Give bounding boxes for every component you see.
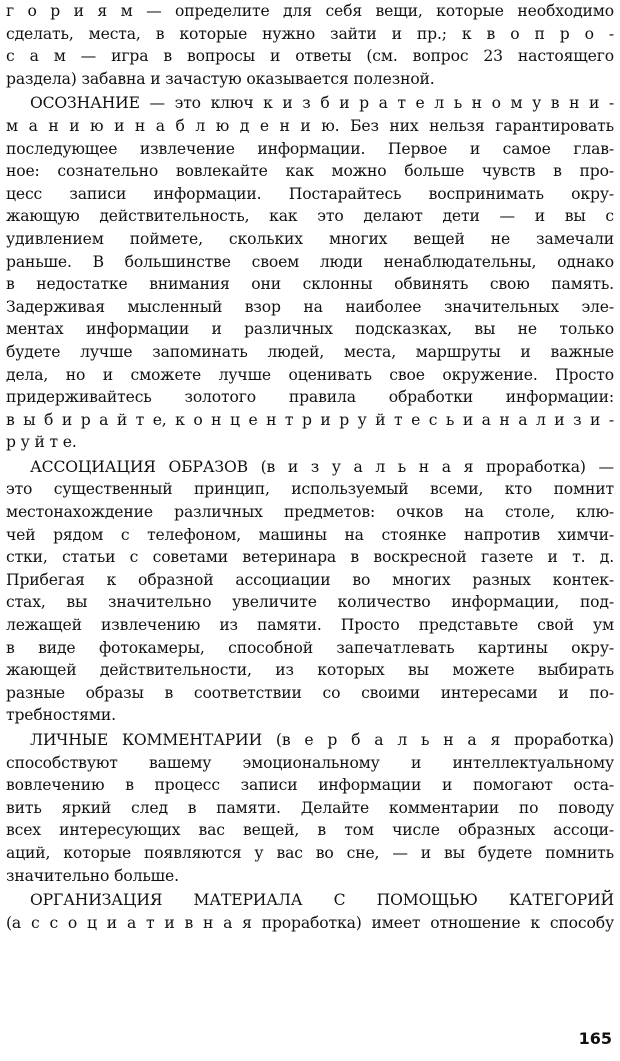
text-line: жающей действительности, из которых вы можете выбирать bbox=[6, 661, 614, 680]
text-line: г о р и я м — определите для себя вещи, которые необходимо bbox=[6, 2, 614, 20]
text-line: аций, которые появляются у вас во сне, — и вы будете помнить bbox=[6, 843, 614, 862]
text-line: в виде фотокамеры, способной запечатлевать картины окру- bbox=[6, 638, 614, 657]
text-line: всех интересующих вас вещей, в том числе образных ассоци- bbox=[6, 821, 614, 840]
text-line: стах, вы значительно увеличите количество информации, под- bbox=[6, 593, 614, 612]
paragraph bbox=[6, 729, 614, 887]
paragraph bbox=[6, 456, 614, 727]
text-line: значительно больше. bbox=[6, 866, 179, 885]
text-line: жающую действительность, как это делают дети — и вы с bbox=[6, 207, 614, 226]
page-number: 165 bbox=[578, 1029, 612, 1048]
text-line: ЛИЧНЫЕ КОММЕНТАРИИ (в е р б а л ь н а я проработка) bbox=[30, 731, 614, 749]
text-line: раздела) забавна и зачастую оказывается полезной. bbox=[6, 69, 435, 88]
text-line: местонахождение различных предметов: очков на столе, клю- bbox=[6, 503, 614, 522]
text-line: ОСОЗНАНИЕ — это ключ к и з б и р а т е л ь н о м у в н и - bbox=[30, 94, 614, 113]
text-line: сделать, места, в которые нужно зайти и пр.; к в о п р о - bbox=[6, 24, 614, 43]
text-line: Задерживая мысленный взор на наиболее значительных эле- bbox=[6, 297, 614, 316]
text-line: дела, но и сможете лучше оценивать свое окружение. Просто bbox=[6, 365, 614, 384]
text-line: р у й т е. bbox=[6, 433, 77, 452]
page-body-text bbox=[6, 0, 614, 934]
text-line: способствуют вашему эмоциональному и интеллектуальному bbox=[6, 753, 614, 772]
paragraph bbox=[6, 889, 614, 934]
text-line: разные образы в соответствии со своими интересами и по- bbox=[6, 683, 614, 702]
text-line: чей рядом с телефоном, машины на стоянке напротив химчи- bbox=[6, 525, 614, 544]
text-line: м а н и ю и н а б л ю д е н и ю. Без них нельзя гарантировать bbox=[6, 116, 614, 135]
paragraph bbox=[6, 92, 614, 454]
text-line: это существенный принцип, используемый всеми, кто помнит bbox=[6, 480, 614, 499]
text-line: удивлением поймете, скольких многих вещей не замечали bbox=[6, 229, 614, 248]
text-line: раньше. В большинстве своем люди ненаблюдательны, однако bbox=[6, 252, 614, 271]
text-line: лежащей извлечению из памяти. Просто представьте свой ум bbox=[6, 616, 614, 635]
text-line: вовлечению в процесс записи информации и помогают оста- bbox=[6, 776, 614, 795]
text-line: (а с с о ц и а т и в н а я проработка) имеет отношение к способу bbox=[6, 913, 614, 932]
text-line: ОРГАНИЗАЦИЯ МАТЕРИАЛА С ПОМОЩЬЮ КАТЕГОРИЙ bbox=[30, 891, 614, 910]
text-line: стки, статьи с советами ветеринара в воскресной газете и т. д. bbox=[6, 548, 614, 567]
text-line: АССОЦИАЦИЯ ОБРАЗОВ (в и з у а л ь н а я проработка) — bbox=[30, 457, 614, 476]
text-line: последующее извлечение информации. Первое и самое глав- bbox=[6, 139, 614, 158]
text-line: будете лучше запоминать людей, места, маршруты и важные bbox=[6, 342, 614, 361]
text-line: Прибегая к образной ассоциации во многих разных контек- bbox=[6, 570, 614, 589]
text-line: вить яркий след в памяти. Делайте комментарии по поводу bbox=[6, 798, 614, 817]
text-line: требностями. bbox=[6, 706, 116, 725]
text-line: цесс записи информации. Постарайтесь воспринимать окру- bbox=[6, 184, 614, 203]
paragraph bbox=[6, 0, 614, 90]
text-line: в недостатке внимания они склонны обвинять свою память. bbox=[6, 275, 614, 294]
text-line: в ы б и р а й т е, к о н ц е н т р и р у й т е с ь и а н а л и з и - bbox=[6, 410, 614, 429]
text-line: придерживайтесь золотого правила обработки информации: bbox=[6, 388, 614, 407]
text-line: ное: сознательно вовлекайте как можно больше чувств в про- bbox=[6, 162, 614, 181]
text-line: с а м — игра в вопросы и ответы (см. вопрос 23 настоящего bbox=[6, 47, 614, 66]
text-line: ментах информации и различных подсказках, вы не только bbox=[6, 320, 614, 339]
